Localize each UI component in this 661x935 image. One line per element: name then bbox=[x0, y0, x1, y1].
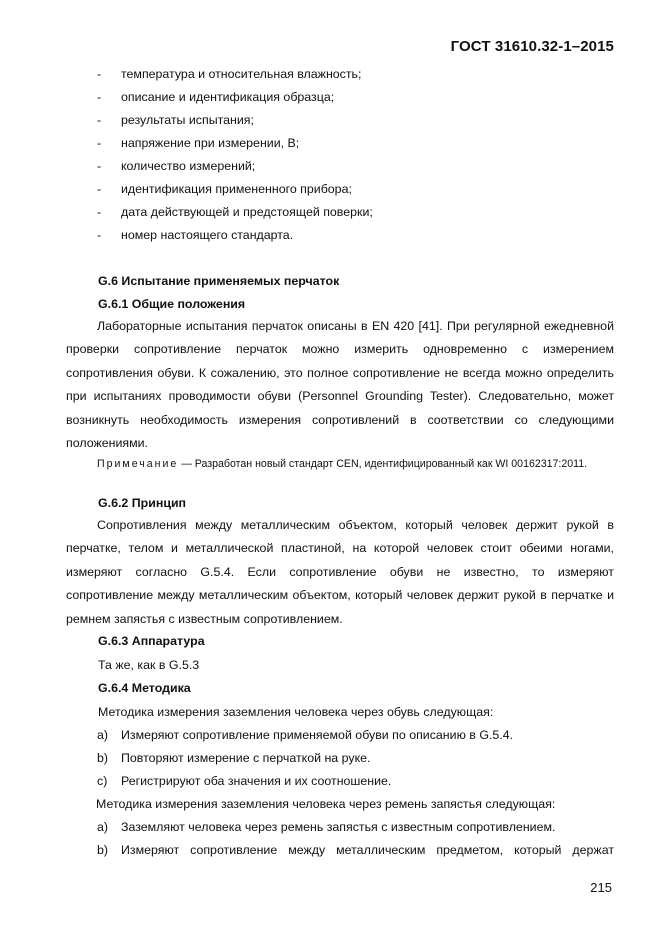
note-label: Примечание bbox=[97, 458, 179, 470]
list-item: Измеряют сопротивление между металлическим предметом, который держат bbox=[121, 843, 614, 857]
list-item: Регистрируют оба значения и их соотношение. bbox=[121, 774, 392, 788]
body-paragraph: Сопротивления между металлическим объектом, который человек держит рукой в перчатке, телом и металлической пластиной, на которой человек стоит обеими ногами, измеряют согласно G.5.4. Если сопротивление обуви не известно, то измеряют сопротивление между металлическим объектом, который человек держит рукой в перчатке и ремнем запястья с известным сопротивлением. bbox=[66, 518, 614, 626]
list-marker: a) bbox=[97, 728, 109, 742]
list-marker: b) bbox=[97, 751, 109, 765]
subsection-heading: G.6.4 Методика bbox=[98, 681, 191, 695]
bullet-mark: - bbox=[97, 90, 102, 104]
bullet-mark: - bbox=[97, 228, 102, 242]
bullet-item: температура и относительная влажность; bbox=[121, 67, 362, 81]
list-marker: c) bbox=[97, 774, 108, 788]
note-text: — Разработан новый стандарт CEN, идентифицированный как WI 00162317:2011. bbox=[178, 458, 588, 470]
bullet-item: номер настоящего стандарта. bbox=[121, 228, 294, 242]
bullet-mark: - bbox=[97, 159, 102, 173]
body-text: Методика измерения заземления человека через ремень запястья следующая: bbox=[96, 797, 556, 811]
list-marker: b) bbox=[97, 843, 109, 857]
bullet-item: результаты испытания; bbox=[121, 113, 254, 127]
body-text: Методика измерения заземления человека через обувь следующая: bbox=[98, 705, 494, 719]
bullet-mark: - bbox=[97, 205, 102, 219]
body-text: Та же, как в G.5.3 bbox=[98, 658, 200, 672]
list-item: Заземляют человека через ремень запястья с известным сопротивлением. bbox=[121, 820, 556, 834]
standard-number: ГОСТ 31610.32-1–2015 bbox=[450, 38, 614, 55]
bullet-mark: - bbox=[97, 136, 102, 150]
bullet-item: дата действующей и предстоящей поверки; bbox=[121, 205, 373, 219]
subsection-heading: G.6.1 Общие положения bbox=[98, 297, 246, 311]
list-item: Измеряют сопротивление применяемой обуви по описанию в G.5.4. bbox=[121, 728, 514, 742]
body-paragraph: Лабораторные испытания перчаток описаны в EN 420 [41]. При регулярной ежедневной проверки сопротивление перчаток можно измерить одновременно с измерением сопротивления обуви. К сожалению, это полное сопротивление не всегда можно определить при испытаниях проводимости обуви (Personnel Grounding Tester). Следовательно, может возникнуть необходимость измерения сопротивлений в соответствии со следующими положениями. bbox=[66, 319, 614, 451]
note-paragraph bbox=[66, 455, 614, 474]
list-marker: a) bbox=[97, 820, 109, 834]
bullet-mark: - bbox=[97, 113, 102, 127]
bullet-item: описание и идентификация образца; bbox=[121, 90, 335, 104]
bullet-mark: - bbox=[97, 182, 102, 196]
section-heading: G.6 Испытание применяемых перчаток bbox=[98, 274, 340, 288]
page-number: 215 bbox=[590, 880, 612, 895]
bullet-item: напряжение при измерении, В; bbox=[121, 136, 300, 150]
subsection-heading: G.6.3 Аппаратура bbox=[98, 634, 205, 648]
bullet-item: количество измерений; bbox=[121, 159, 256, 173]
bullet-item: идентификация примененного прибора; bbox=[121, 182, 352, 196]
bullet-mark: - bbox=[97, 67, 102, 81]
subsection-heading: G.6.2 Принцип bbox=[98, 496, 187, 510]
list-item: Повторяют измерение с перчаткой на руке. bbox=[121, 751, 371, 765]
